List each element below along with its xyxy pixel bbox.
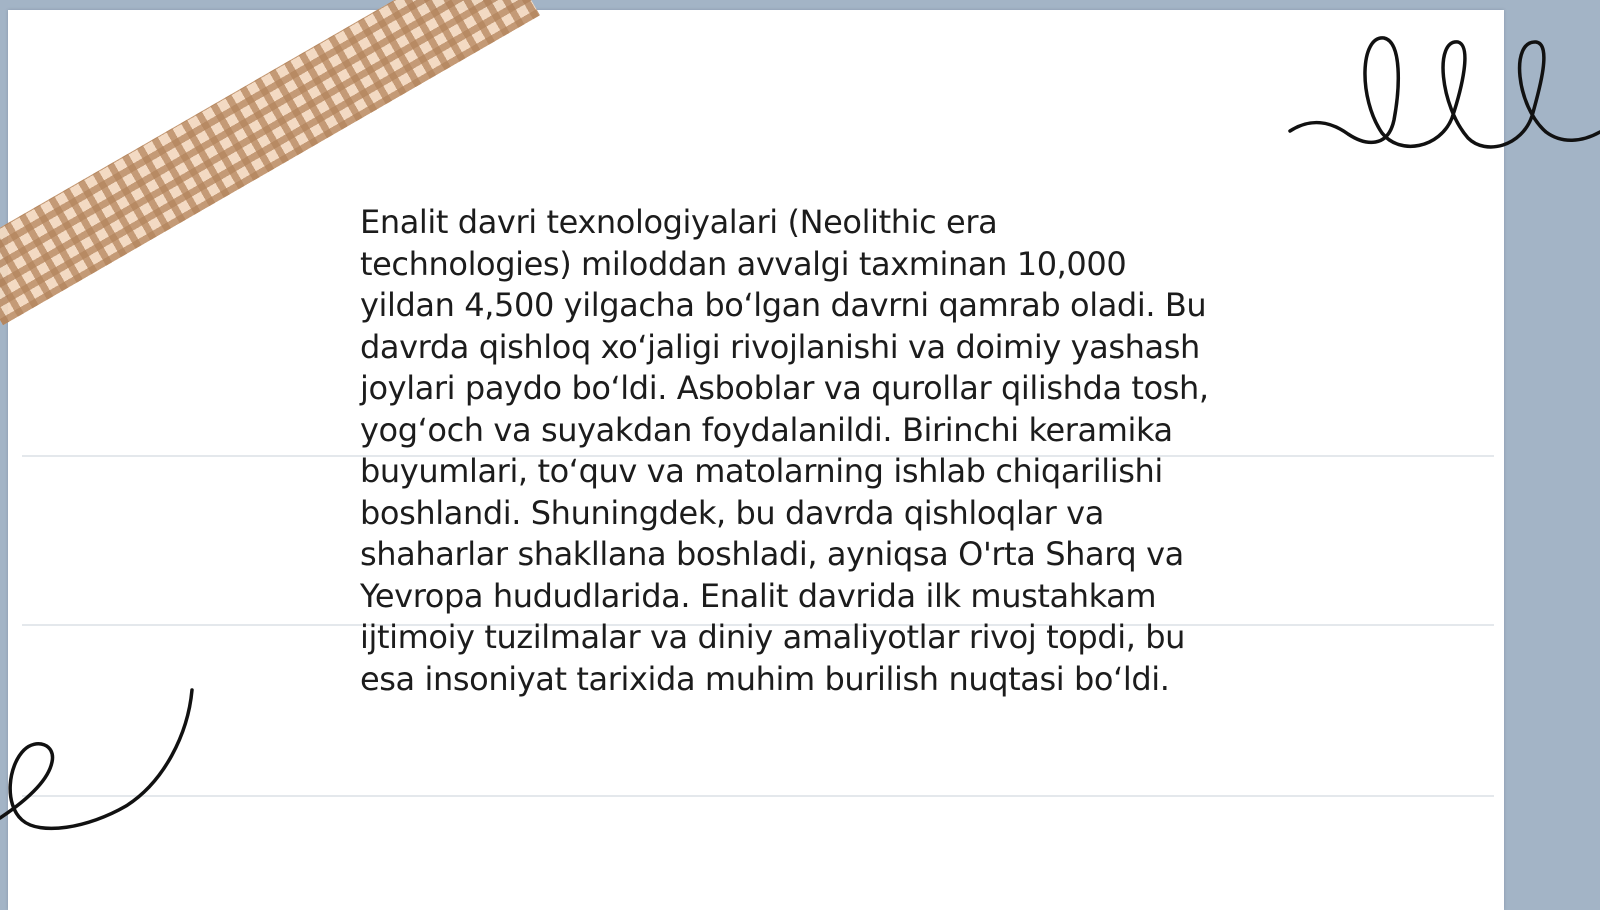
paper-rule-line [22,795,1494,797]
body-text-line: technologies) miloddan avvalgi taxminan 10,000 [360,244,1127,283]
body-text-line: esa insoniyat tarixida muhim burilish nuqtasi bo‘ldi. [360,659,1170,698]
curl-scribble-doodle-icon [0,690,210,850]
body-text-line: boshlandi. Shuningdek, bu davrda qishloqlar va [360,493,1104,532]
body-text-line: davrda qishloq xo‘jaligi rivojlanishi va doimiy yashash [360,327,1200,366]
body-text-line: yog‘och va suyakdan foydalanildi. Birinchi keramika [360,410,1173,449]
body-text-line: yildan 4,500 yilgacha bo‘lgan davrni qamrab oladi. Bu [360,286,1207,324]
body-text-line: shaharlar shakllana boshladi, ayniqsa O'rta Sharq va [360,535,1184,573]
body-text-line: joylari paydo bo‘ldi. Asboblar va qurollar qilishda tosh, [360,369,1209,407]
body-text-line: Yevropa hududlarida. Enalit davrida ilk mustahkam [360,576,1157,615]
slide-body-text [360,202,1260,700]
body-text-line: buyumlari, to‘quv va matolarning ishlab chiqarilishi [360,452,1163,490]
body-text-line: Enalit davri texnologiyalari (Neolithic era [360,203,998,241]
body-text-line: ijtimoiy tuzilmalar va diniy amaliyotlar rivoj topdi, bu [360,618,1186,656]
loop-scribble-doodle-icon [1290,28,1600,168]
